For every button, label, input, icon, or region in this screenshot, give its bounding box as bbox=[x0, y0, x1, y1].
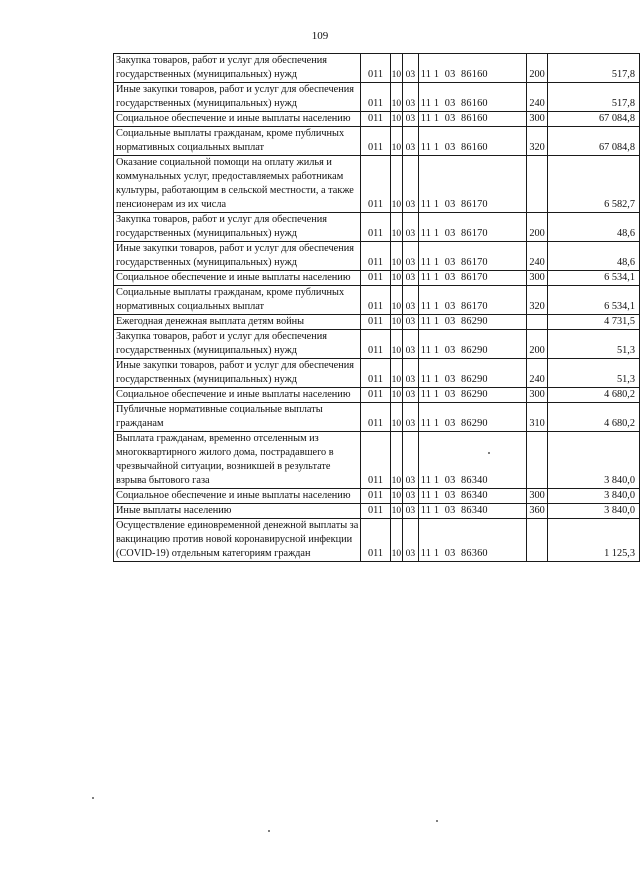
subsection-code-cell: 03 bbox=[402, 403, 418, 432]
amount-cell: 6 534,1 bbox=[548, 271, 640, 286]
section-code-cell: 10 bbox=[390, 519, 402, 562]
section-code-cell: 10 bbox=[390, 156, 402, 213]
row-name-cell: Закупка товаров, работ и услуг для обеспечения государственных (муниципальных) нужд bbox=[114, 54, 361, 83]
ved-code-cell: 011 bbox=[361, 112, 391, 127]
amount-cell: 3 840,0 bbox=[548, 432, 640, 489]
subsection-code-cell: 03 bbox=[402, 359, 418, 388]
table-row bbox=[114, 519, 640, 562]
section-code-cell: 10 bbox=[390, 315, 402, 330]
expense-type-cell: 240 bbox=[527, 242, 548, 271]
target-article-cell: 11 1 03 86160 bbox=[418, 127, 526, 156]
amount-cell: 4 680,2 bbox=[548, 388, 640, 403]
amount-cell: 3 840,0 bbox=[548, 489, 640, 504]
table-row bbox=[114, 213, 640, 242]
table-row bbox=[114, 242, 640, 271]
target-article-cell: 11 1 03 86290 bbox=[418, 315, 526, 330]
subsection-code-cell: 03 bbox=[402, 432, 418, 489]
expense-type-cell: 240 bbox=[527, 359, 548, 388]
subsection-code-cell: 03 bbox=[402, 330, 418, 359]
expense-type-cell bbox=[527, 519, 548, 562]
budget-table-body bbox=[114, 54, 640, 562]
row-name-cell: Выплата гражданам, временно отселенным из многоквартирного жилого дома, пострадавшего в чрезвычайной ситуации, возникшей в результате взрыва бытового газа bbox=[114, 432, 361, 489]
ved-code-cell: 011 bbox=[361, 83, 391, 112]
expense-type-cell: 360 bbox=[527, 504, 548, 519]
expense-type-cell: 240 bbox=[527, 83, 548, 112]
subsection-code-cell: 03 bbox=[402, 489, 418, 504]
expense-type-cell bbox=[527, 432, 548, 489]
subsection-code-cell: 03 bbox=[402, 112, 418, 127]
row-name-cell: Социальное обеспечение и иные выплаты населению bbox=[114, 388, 361, 403]
row-name-cell: Социальное обеспечение и иные выплаты населению bbox=[114, 112, 361, 127]
ved-code-cell: 011 bbox=[361, 403, 391, 432]
subsection-code-cell: 03 bbox=[402, 315, 418, 330]
ved-code-cell: 011 bbox=[361, 286, 391, 315]
ved-code-cell: 011 bbox=[361, 330, 391, 359]
amount-cell: 4 731,5 bbox=[548, 315, 640, 330]
scan-speck bbox=[488, 452, 490, 454]
table-row bbox=[114, 403, 640, 432]
target-article-cell: 11 1 03 86170 bbox=[418, 156, 526, 213]
amount-cell: 67 084,8 bbox=[548, 112, 640, 127]
row-name-cell: Оказание социальной помощи на оплату жилья и коммунальных услуг, предоставляемых работникам культуры, работающим в сельской местности, а также пенсионерам из их числа bbox=[114, 156, 361, 213]
section-code-cell: 10 bbox=[390, 388, 402, 403]
expense-type-cell: 300 bbox=[527, 271, 548, 286]
expense-type-cell: 320 bbox=[527, 286, 548, 315]
amount-cell: 6 534,1 bbox=[548, 286, 640, 315]
amount-cell: 517,8 bbox=[548, 83, 640, 112]
expense-type-cell: 310 bbox=[527, 403, 548, 432]
row-name-cell: Иные закупки товаров, работ и услуг для обеспечения государственных (муниципальных) нужд bbox=[114, 359, 361, 388]
expense-type-cell bbox=[527, 315, 548, 330]
scan-speck bbox=[268, 830, 270, 832]
section-code-cell: 10 bbox=[390, 127, 402, 156]
section-code-cell: 10 bbox=[390, 271, 402, 286]
amount-cell: 6 582,7 bbox=[548, 156, 640, 213]
section-code-cell: 10 bbox=[390, 112, 402, 127]
ved-code-cell: 011 bbox=[361, 156, 391, 213]
ved-code-cell: 011 bbox=[361, 432, 391, 489]
subsection-code-cell: 03 bbox=[402, 127, 418, 156]
ved-code-cell: 011 bbox=[361, 54, 391, 83]
ved-code-cell: 011 bbox=[361, 489, 391, 504]
row-name-cell: Осуществление единовременной денежной выплаты за вакцинацию против новой коронавирусной инфекции (COVID-19) отдельным категориям граждан bbox=[114, 519, 361, 562]
target-article-cell: 11 1 03 86290 bbox=[418, 330, 526, 359]
target-article-cell: 11 1 03 86160 bbox=[418, 83, 526, 112]
expense-type-cell: 200 bbox=[527, 54, 548, 83]
target-article-cell: 11 1 03 86290 bbox=[418, 403, 526, 432]
section-code-cell: 10 bbox=[390, 504, 402, 519]
amount-cell: 48,6 bbox=[548, 213, 640, 242]
subsection-code-cell: 03 bbox=[402, 519, 418, 562]
subsection-code-cell: 03 bbox=[402, 54, 418, 83]
table-row bbox=[114, 156, 640, 213]
target-article-cell: 11 1 03 86170 bbox=[418, 286, 526, 315]
row-name-cell: Социальные выплаты гражданам, кроме публичных нормативных социальных выплат bbox=[114, 127, 361, 156]
section-code-cell: 10 bbox=[390, 330, 402, 359]
section-code-cell: 10 bbox=[390, 286, 402, 315]
budget-table bbox=[113, 53, 640, 562]
ved-code-cell: 011 bbox=[361, 388, 391, 403]
expense-type-cell: 300 bbox=[527, 388, 548, 403]
table-row bbox=[114, 330, 640, 359]
scan-speck bbox=[436, 820, 438, 822]
subsection-code-cell: 03 bbox=[402, 286, 418, 315]
target-article-cell: 11 1 03 86160 bbox=[418, 112, 526, 127]
expense-type-cell: 200 bbox=[527, 330, 548, 359]
target-article-cell: 11 1 03 86290 bbox=[418, 359, 526, 388]
table-row bbox=[114, 504, 640, 519]
ved-code-cell: 011 bbox=[361, 504, 391, 519]
subsection-code-cell: 03 bbox=[402, 504, 418, 519]
subsection-code-cell: 03 bbox=[402, 388, 418, 403]
subsection-code-cell: 03 bbox=[402, 156, 418, 213]
target-article-cell: 11 1 03 86170 bbox=[418, 213, 526, 242]
amount-cell: 67 084,8 bbox=[548, 127, 640, 156]
ved-code-cell: 011 bbox=[361, 127, 391, 156]
table-row bbox=[114, 83, 640, 112]
section-code-cell: 10 bbox=[390, 54, 402, 83]
expense-type-cell bbox=[527, 156, 548, 213]
ved-code-cell: 011 bbox=[361, 519, 391, 562]
section-code-cell: 10 bbox=[390, 489, 402, 504]
expense-type-cell: 300 bbox=[527, 489, 548, 504]
target-article-cell: 11 1 03 86290 bbox=[418, 388, 526, 403]
table-row bbox=[114, 54, 640, 83]
subsection-code-cell: 03 bbox=[402, 83, 418, 112]
target-article-cell: 11 1 03 86340 bbox=[418, 489, 526, 504]
ved-code-cell: 011 bbox=[361, 359, 391, 388]
table-row bbox=[114, 127, 640, 156]
subsection-code-cell: 03 bbox=[402, 271, 418, 286]
row-name-cell: Закупка товаров, работ и услуг для обеспечения государственных (муниципальных) нужд bbox=[114, 213, 361, 242]
target-article-cell: 11 1 03 86340 bbox=[418, 432, 526, 489]
expense-type-cell: 200 bbox=[527, 213, 548, 242]
row-name-cell: Социальное обеспечение и иные выплаты населению bbox=[114, 271, 361, 286]
row-name-cell: Иные закупки товаров, работ и услуг для обеспечения государственных (муниципальных) нужд bbox=[114, 242, 361, 271]
amount-cell: 48,6 bbox=[548, 242, 640, 271]
amount-cell: 51,3 bbox=[548, 359, 640, 388]
row-name-cell: Социальное обеспечение и иные выплаты населению bbox=[114, 489, 361, 504]
ved-code-cell: 011 bbox=[361, 213, 391, 242]
table-row bbox=[114, 315, 640, 330]
table-row bbox=[114, 388, 640, 403]
amount-cell: 4 680,2 bbox=[548, 403, 640, 432]
table-row bbox=[114, 112, 640, 127]
amount-cell: 3 840,0 bbox=[548, 504, 640, 519]
target-article-cell: 11 1 03 86170 bbox=[418, 242, 526, 271]
scan-speck bbox=[92, 797, 94, 799]
target-article-cell: 11 1 03 86360 bbox=[418, 519, 526, 562]
row-name-cell: Ежегодная денежная выплата детям войны bbox=[114, 315, 361, 330]
table-row bbox=[114, 271, 640, 286]
page-number: 109 bbox=[311, 30, 329, 42]
subsection-code-cell: 03 bbox=[402, 213, 418, 242]
section-code-cell: 10 bbox=[390, 359, 402, 388]
expense-type-cell: 320 bbox=[527, 127, 548, 156]
ved-code-cell: 011 bbox=[361, 315, 391, 330]
amount-cell: 1 125,3 bbox=[548, 519, 640, 562]
section-code-cell: 10 bbox=[390, 242, 402, 271]
target-article-cell: 11 1 03 86340 bbox=[418, 504, 526, 519]
expense-type-cell: 300 bbox=[527, 112, 548, 127]
amount-cell: 517,8 bbox=[548, 54, 640, 83]
section-code-cell: 10 bbox=[390, 213, 402, 242]
amount-cell: 51,3 bbox=[548, 330, 640, 359]
row-name-cell: Иные закупки товаров, работ и услуг для обеспечения государственных (муниципальных) нужд bbox=[114, 83, 361, 112]
row-name-cell: Публичные нормативные социальные выплаты гражданам bbox=[114, 403, 361, 432]
target-article-cell: 11 1 03 86160 bbox=[418, 54, 526, 83]
table-row bbox=[114, 286, 640, 315]
row-name-cell: Иные выплаты населению bbox=[114, 504, 361, 519]
row-name-cell: Социальные выплаты гражданам, кроме публичных нормативных социальных выплат bbox=[114, 286, 361, 315]
table-row bbox=[114, 359, 640, 388]
row-name-cell: Закупка товаров, работ и услуг для обеспечения государственных (муниципальных) нужд bbox=[114, 330, 361, 359]
table-row bbox=[114, 432, 640, 489]
subsection-code-cell: 03 bbox=[402, 242, 418, 271]
target-article-cell: 11 1 03 86170 bbox=[418, 271, 526, 286]
ved-code-cell: 011 bbox=[361, 242, 391, 271]
section-code-cell: 10 bbox=[390, 83, 402, 112]
section-code-cell: 10 bbox=[390, 432, 402, 489]
ved-code-cell: 011 bbox=[361, 271, 391, 286]
section-code-cell: 10 bbox=[390, 403, 402, 432]
table-row bbox=[114, 489, 640, 504]
